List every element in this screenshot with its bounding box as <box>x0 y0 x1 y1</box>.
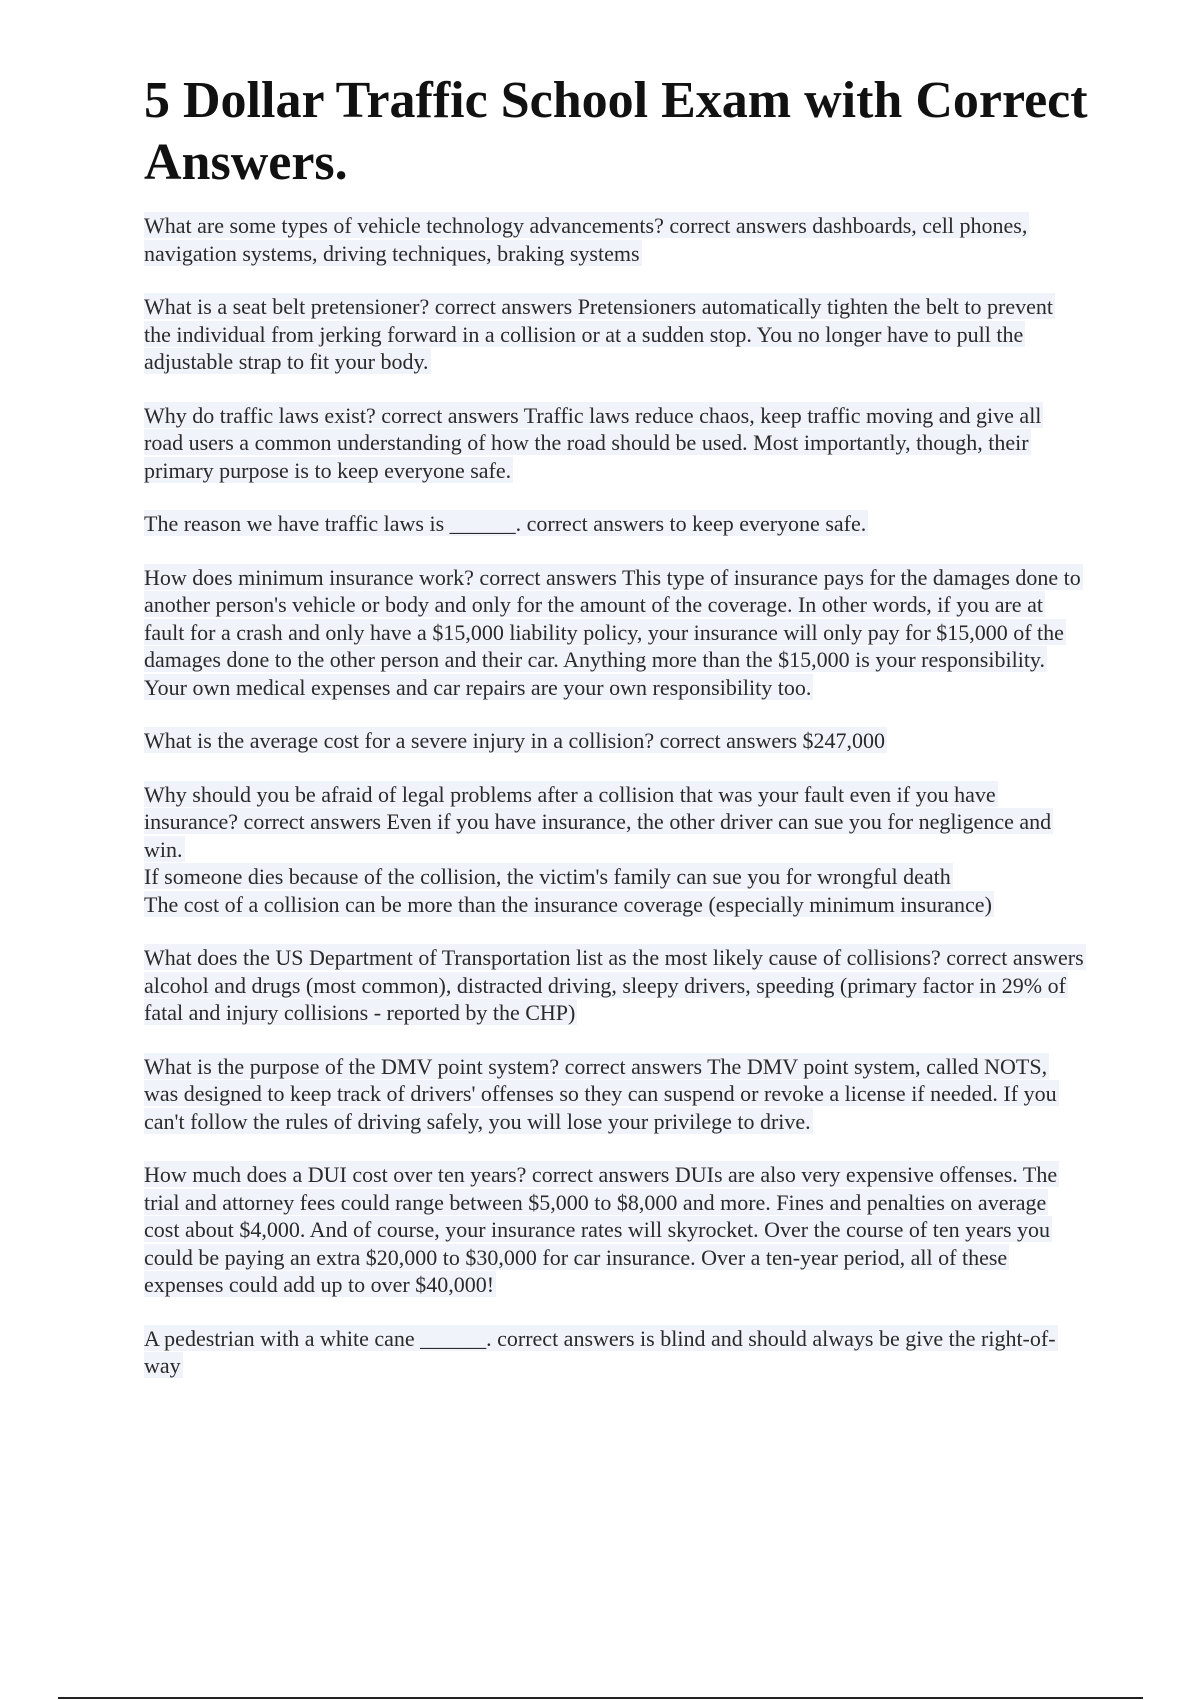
qa-text: Why should you be afraid of legal problems after a collision that was your fault even if you have insurance? correct answers Even if you have insurance, the other driver can sue you for negligence and win. <box>144 781 1052 862</box>
qa-text: What does the US Department of Transportation list as the most likely cause of collisions? correct answers alcohol and drugs (most common), distracted driving, sleepy drivers, speeding (primary factor in 29% of fatal and injury collisions - reported by the CHP) <box>144 945 1084 1025</box>
qa-text: Why do traffic laws exist? correct answers Traffic laws reduce chaos, keep traffic moving and give all road users a common understanding of how the road should be used. Most importantly, though, their primary purpose is to keep everyone safe. <box>144 402 1042 483</box>
document-title: 5 Dollar Traffic School Exam with Correct Answers. <box>144 72 1088 191</box>
qa-text: If someone dies because of the collision, the victim's family can sue you for wrongful death <box>144 864 951 889</box>
qa-text: The cost of a collision can be more than the insurance coverage (especially minimum insurance) <box>144 891 992 917</box>
qa-line <box>144 891 1084 919</box>
qa-item-6 <box>144 727 1084 755</box>
qa-item-5 <box>144 564 1084 702</box>
qa-text: How does minimum insurance work? correct answers This type of insurance pays for the damages done to another person's vehicle or body and only for the amount of the coverage. In other words, if you are at fault for a crash and only have a $15,000 liability policy, your insurance will only pay for $15,000 of the damages done to the other person and their car. Anything more than the $15,000 is your responsibility. Your own medical expenses and car repairs are your own responsibility too. <box>144 564 1081 700</box>
qa-item-11 <box>144 1325 1084 1380</box>
qa-text: What is the average cost for a severe injury in a collision? correct answers $247,000 <box>144 728 886 753</box>
qa-item-10 <box>144 1161 1084 1299</box>
qa-text: How much does a DUI cost over ten years? correct answers DUIs are also very expensive offenses. The trial and attorney fees could range between $5,000 to $8,000 and more. Fines and penalties on average cost about $4,000. And of course, your insurance rates will skyrocket. Over the course of ten years you could be paying an extra $20,000 to $30,000 for car insurance. Over a ten-year period, all of these expenses could add up to over $40,000! <box>144 1162 1058 1297</box>
footer-divider <box>58 1697 1143 1699</box>
qa-item-7 <box>144 781 1084 919</box>
qa-text: What are some types of vehicle technology advancements? correct answers dashboards, cell phones, navigation systems, driving techniques, braking systems <box>144 213 1028 266</box>
qa-item-9 <box>144 1053 1084 1136</box>
qa-text: A pedestrian with a white cane ______. correct answers is blind and should always be give the right-of-way <box>144 1325 1056 1378</box>
qa-line <box>144 781 1084 864</box>
qa-item-8 <box>144 944 1084 1027</box>
qa-line <box>144 863 1084 891</box>
qa-item-2 <box>144 293 1084 376</box>
qa-item-4 <box>144 510 1084 538</box>
qa-item-3 <box>144 402 1084 485</box>
qa-text: What is a seat belt pretensioner? correct answers Pretensioners automatically tighten the belt to prevent the individual from jerking forward in a collision or at a sudden stop. You no longer have to pull the adjustable strap to fit your body. <box>144 294 1054 374</box>
qa-text: What is the purpose of the DMV point system? correct answers The DMV point system, called NOTS, was designed to keep track of drivers' offenses so they can suspend or revoke a license if needed. If you can't follow the rules of driving safely, you will lose your privilege to drive. <box>144 1053 1057 1134</box>
qa-text: The reason we have traffic laws is ______. correct answers to keep everyone safe. <box>144 511 867 536</box>
qa-item-1 <box>144 212 1084 267</box>
qa-list <box>144 212 1084 1406</box>
